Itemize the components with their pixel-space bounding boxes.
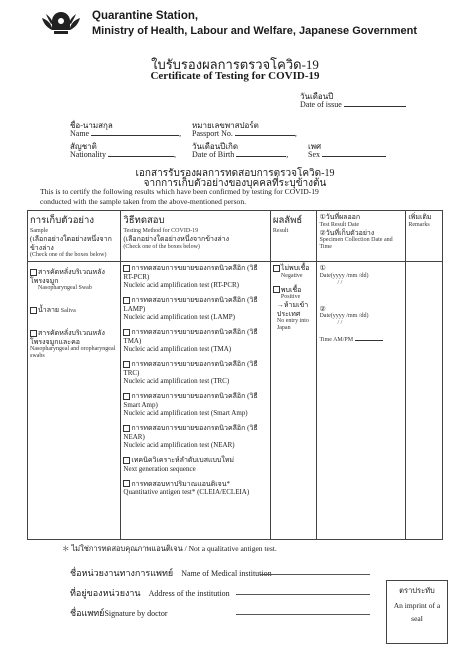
positive-label-thai: พบเชื้อ (280, 285, 302, 294)
sample-label-english: Nasopharyngeal Swab (38, 285, 92, 291)
negative-label-english: Negative (280, 272, 303, 279)
header-sample (28, 211, 121, 262)
collection-time-row (319, 337, 403, 344)
institution-address-field[interactable] (236, 594, 370, 595)
method-option[interactable] (123, 296, 268, 322)
intro-thai-1: เอกสารรับรองผลการทดสอบการตรวจโควิด-19 (135, 168, 335, 179)
method-checkbox[interactable] (123, 480, 130, 487)
method-label-thai (123, 424, 268, 441)
intro-thai-2: จากการเก็บตัวอย่างของบุคคลที่ระบุข้างต้น (143, 178, 327, 189)
sample-checkbox[interactable] (30, 330, 37, 337)
remarks-header-english: Remarks (408, 221, 430, 228)
passport-field[interactable] (235, 135, 295, 136)
header-result (270, 211, 317, 262)
dob-field[interactable] (236, 156, 286, 157)
method-cell (121, 262, 271, 540)
nationality-label: Nationality , (70, 150, 176, 159)
institution-name-label: ชื่อหน่วยงานทางการแพทย์ Name of Medical institution (70, 568, 272, 578)
sample-label-thai: น้ำลาย (38, 306, 60, 314)
method-option[interactable] (123, 264, 268, 290)
method-label-thai (123, 360, 268, 377)
table-header-row (28, 211, 443, 262)
method-label-thai (123, 456, 268, 465)
method-label-english: Nucleic acid amplification test (NEAR) (123, 441, 235, 449)
seal-label-thai: ตราประทับ (399, 586, 435, 595)
method-label-thai (123, 328, 268, 345)
method-label-english: Nucleic acid amplification test (LAMP) (123, 313, 235, 321)
doctor-signature-label: ชื่อแพทย์Signature by doctor (70, 608, 168, 618)
method-label-english: Nucleic acid amplification test (TRC) (123, 377, 230, 385)
header-remarks (406, 211, 443, 262)
footnote: ＊ ไม่ใช่การทดสอบคุณภาพแอนติเจน / Not a qualitative antigen test. (62, 544, 277, 553)
passport-label-thai: หมายเลขพาสปอร์ต (192, 121, 259, 130)
table-body-row (28, 262, 443, 540)
name-label-thai: ชื่อ-นามสกุล (70, 121, 113, 130)
seal-label-english-1: An imprint of a (393, 601, 441, 610)
method-label-thai-text: การทดสอบการขยายของกรดนิวคลีอิก (วิธี Smart Amp) (123, 392, 258, 409)
result-checkbox[interactable] (273, 286, 280, 293)
method-label-english: Next generation sequence (123, 464, 196, 473)
result-negative-option[interactable] (273, 264, 315, 273)
sample-header-thai: การเก็บตัวอย่าง (30, 216, 94, 226)
org-name-line1: Quarantine Station, (92, 10, 199, 22)
dob-label-thai: วันเดือนปีเกิด (192, 142, 239, 151)
collection-date-format: Date(yyyy /mm /dd) (319, 313, 369, 319)
intro-english-2: conducted with the sample taken from the above-mentioned person. (40, 197, 247, 206)
sex-field[interactable] (322, 156, 386, 157)
sample-option-naso-oropharyngeal[interactable] (30, 329, 118, 360)
method-label-thai-text: การทดสอบหาปริมาณแอนติเจน* (131, 479, 231, 488)
method-checkbox[interactable] (123, 297, 130, 304)
method-label-thai (123, 392, 268, 409)
methods-list (123, 264, 268, 497)
dob-label: Date of Birth , (192, 150, 289, 159)
sample-option-nasopharyngeal[interactable] (30, 268, 118, 292)
method-header-thai: วิธีทดสอบ (123, 216, 165, 226)
method-checkbox[interactable] (123, 329, 130, 336)
test-result-date-format: Date(yyyy /mm /dd) (319, 272, 369, 279)
remarks-cell[interactable] (406, 262, 443, 540)
date-header-thai-1: ①วันที่ผลออก (319, 213, 361, 221)
sample-label-english: Saliva (60, 308, 76, 314)
sample-checkbox[interactable] (30, 307, 37, 314)
institution-name-field[interactable] (260, 574, 370, 575)
seal-box (386, 580, 448, 644)
issue-date-label: Date of issue (300, 100, 406, 109)
sample-header-note: (Check one of the boxes below) (30, 252, 107, 258)
method-label-english: Quantitative antigen test* (CLEIA/ECLEIA) (123, 488, 250, 496)
sample-header-english: Sample (30, 228, 48, 234)
method-header-english: Testing Method for COVID-19 (123, 228, 199, 234)
method-checkbox[interactable] (123, 265, 130, 272)
title-english: Certificate of Testing for COVID-19 (150, 70, 320, 82)
result-positive-option[interactable] (273, 286, 315, 295)
method-label-thai (123, 264, 268, 281)
sample-header-instruction-thai: (เลือกอย่างใดอย่างหนึ่งจากข้างล่าง (30, 235, 112, 252)
method-label-thai-text: การทดสอบการขยายของกรดนิวคลีอิก (วิธี RT-PCR) (123, 264, 258, 281)
header-method (121, 211, 271, 262)
results-table (27, 210, 443, 540)
date-header-thai-2: ②วันที่เก็บตัวอย่าง (319, 228, 375, 237)
sample-label-thai: สารคัดหลั่งบริเวณหลังโพรงจมูกและคอ (30, 329, 105, 346)
method-option[interactable] (123, 392, 268, 418)
sample-option-saliva[interactable] (30, 306, 118, 315)
method-label-thai-text: การทดสอบการขยายของกรดนิวคลีอิก (วิธี NEAR) (123, 424, 258, 441)
date-cell (317, 262, 406, 540)
result-header-english: Result (272, 228, 289, 234)
intro-english-1: This is to certify the following results which have been confirmed by testing for COVID-19 (40, 187, 319, 196)
issue-date-field[interactable] (344, 106, 406, 107)
method-header-instruction-thai: (เลือกอย่างใดอย่างหนึ่งจากข้างล่าง (123, 235, 230, 243)
title-thai: ใบรับรองผลการตรวจโควิด-19 (151, 57, 319, 72)
method-label-thai-text: การทดสอบการขยายของกรดนิวคลีอิก (วิธี TMA) (123, 328, 258, 345)
issue-date-label-thai: วันเดือนปี (300, 92, 334, 101)
institution-address-label: ที่อยู่ของหน่วยงาน Address of the institution (70, 588, 230, 598)
method-option[interactable] (123, 424, 268, 450)
negative-label-thai: ไม่พบเชื้อ (280, 264, 310, 272)
sex-label: Sex (308, 150, 386, 159)
method-label-english: Nucleic acid amplification test (Smart Amp) (123, 409, 248, 417)
date-marker-1: ① (319, 264, 326, 272)
method-option[interactable] (123, 328, 268, 354)
method-option[interactable] (123, 480, 268, 498)
date-marker-2: ② (319, 304, 326, 313)
passport-label: Passport No. , (192, 129, 297, 138)
header-date (317, 211, 406, 262)
no-entry-label-english: No entry into Japan (276, 318, 309, 331)
method-label-thai (123, 296, 268, 313)
method-option[interactable] (123, 456, 268, 474)
method-checkbox[interactable] (123, 425, 130, 432)
sex-label-thai: เพศ (308, 142, 322, 151)
nationality-label-thai: สัญชาติ (70, 142, 97, 151)
collection-date-field[interactable]: / / (337, 320, 343, 326)
test-result-date-field[interactable]: / / (337, 279, 343, 286)
doctor-signature-field[interactable] (236, 614, 370, 615)
result-cell (270, 262, 317, 540)
no-entry-label-thai: →ห้ามเข้าประเทศ (276, 301, 309, 318)
method-label-thai-text: การทดสอบการขยายของกรดนิวคลีอิก (วิธี LAMP) (123, 296, 258, 313)
method-checkbox[interactable] (123, 457, 130, 464)
method-label-english: Nucleic acid amplification test (TMA) (123, 345, 232, 353)
sample-cell (28, 262, 121, 540)
method-label-english: Nucleic acid amplification test (RT-PCR) (123, 281, 239, 289)
method-label-thai-text: การทดสอบการขยายของกรดนิวคลีอิก (วิธี TRC) (123, 360, 258, 377)
org-name-line2: Ministry of Health, Labour and Welfare, Japanese Government (92, 25, 417, 37)
date-header-english-2: Specimen Collection Date and Time (319, 237, 393, 250)
seal-label-english-2: seal (411, 614, 423, 623)
remarks-header-thai: เพิ่มเติม (408, 213, 432, 221)
nationality-field[interactable] (108, 156, 174, 157)
method-header-note: (Check one of the boxes below) (123, 243, 200, 250)
positive-label-english: Positive (280, 294, 301, 300)
collection-time-field[interactable] (355, 340, 383, 341)
name-label: Name , (70, 129, 182, 138)
ministry-logo (40, 8, 82, 42)
method-checkbox[interactable] (123, 393, 130, 400)
method-checkbox[interactable] (123, 361, 130, 368)
sample-label-english: Nasopharyngeal and oropharyngeal swabs (30, 346, 116, 359)
result-header-thai: ผลลัพธ์ (272, 216, 303, 226)
method-label-thai-text: เทคนิควิเคราะห์ลำดับเบสแบบใหม่ (131, 456, 235, 464)
name-field[interactable] (91, 135, 179, 136)
sample-label-thai: สารคัดหลั่งบริเวณหลังโพรงจมูก (30, 268, 105, 285)
method-label-thai (123, 480, 268, 489)
date-header-english-1: Test Result Date (319, 221, 360, 228)
method-option[interactable] (123, 360, 268, 386)
result-checkbox[interactable] (273, 265, 280, 272)
collection-time-label: Time AM/PM (319, 337, 354, 343)
sample-checkbox[interactable] (30, 269, 37, 276)
